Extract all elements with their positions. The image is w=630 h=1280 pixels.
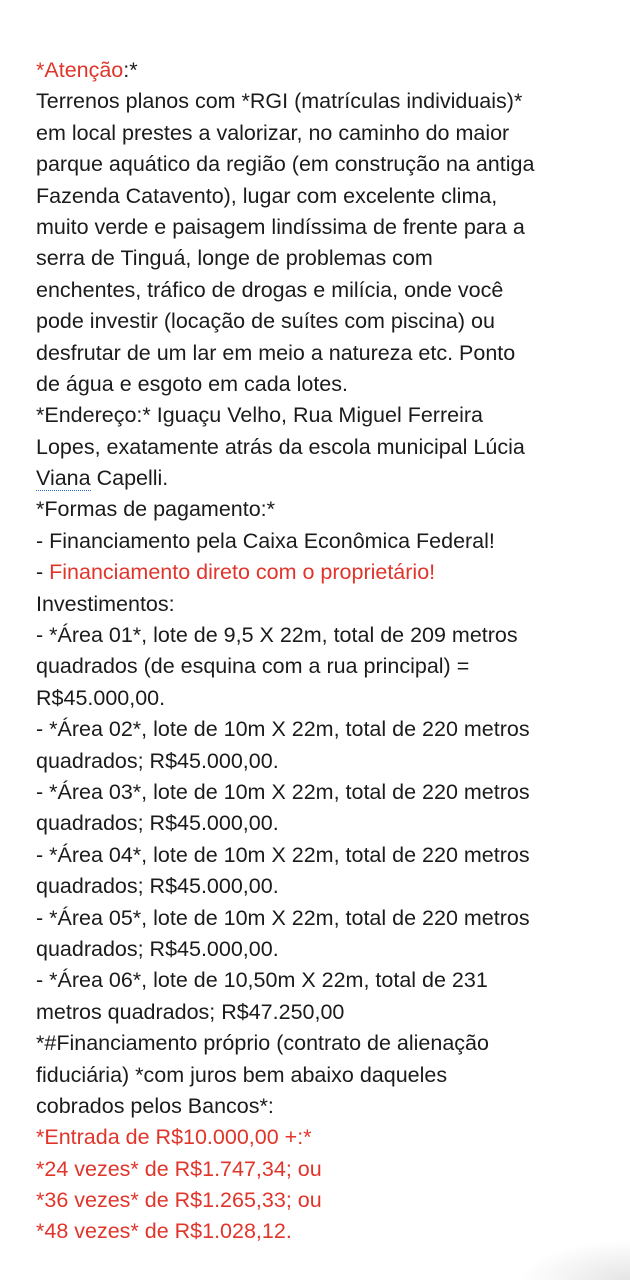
corner-shadow bbox=[520, 1240, 630, 1280]
description-line: em local prestes a valorizar, no caminho do maior bbox=[36, 120, 510, 145]
lot-line: R$45.000,00. bbox=[36, 685, 166, 710]
attention-star-close: :* bbox=[123, 58, 138, 82]
lot-line: quadrados (de esquina com a rua principal) = bbox=[36, 654, 470, 679]
description-line: muito verde e paisagem lindíssima de frente para a bbox=[36, 214, 525, 239]
lot-line: - *Área 01*, lote de 9,5 X 22m, total de 209 metros bbox=[36, 623, 518, 648]
lot-line: metros quadrados; R$47.250,00 bbox=[36, 999, 345, 1024]
lot-line: - *Área 04*, lote de 10m X 22m, total de 220 metros bbox=[36, 842, 530, 867]
description-line: Terrenos planos com *RGI (matrículas individuais)* bbox=[36, 89, 523, 114]
address-line: *Endereço:* Iguaçu Velho, Rua Miguel Ferreira bbox=[36, 403, 483, 428]
investments-heading: Investimentos: bbox=[36, 591, 175, 616]
down-payment-line bbox=[36, 1122, 621, 1153]
address-line: Lopes, exatamente atrás da escola municipal Lúcia bbox=[36, 434, 525, 459]
description-line: serra de Tinguá, longe de problemas com bbox=[36, 246, 433, 271]
payment-option-direct: Financiamento direto com o proprietário! bbox=[49, 560, 436, 585]
payment-heading: *Formas de pagamento:* bbox=[36, 497, 276, 522]
installment-line: *48 vezes* de R$1.028,12. bbox=[36, 1219, 292, 1244]
detected-name-link[interactable]: Viana bbox=[36, 466, 91, 491]
description-line: Fazenda Catavento), lugar com excelente clima, bbox=[36, 183, 498, 208]
down-payment-text: Entrada de R$10.000,00 +:* bbox=[44, 1125, 312, 1150]
down-payment-star: * bbox=[36, 1125, 45, 1150]
address-tail: Capelli. bbox=[90, 466, 169, 491]
payment-dash: - bbox=[36, 560, 50, 585]
lot-line: - *Área 06*, lote de 10,50m X 22m, total de 231 bbox=[36, 968, 488, 993]
lot-line: - *Área 03*, lote de 10m X 22m, total de 220 metros bbox=[36, 779, 530, 804]
payment-option bbox=[36, 557, 621, 588]
description-line: parque aquático da região (em construção na antiga bbox=[36, 152, 535, 177]
address-line bbox=[36, 463, 621, 494]
financing-line: *#Financiamento próprio (contrato de alienação bbox=[36, 1031, 489, 1056]
lot-line: quadrados; R$45.000,00. bbox=[36, 748, 279, 773]
lot-line: quadrados; R$45.000,00. bbox=[36, 811, 279, 836]
description-line: pode investir (locação de suítes com piscina) ou bbox=[36, 309, 495, 334]
attention-label: Atenção bbox=[44, 58, 124, 82]
financing-line: fiduciária) *com juros bem abaixo daqueles bbox=[36, 1062, 448, 1087]
financing-line: cobrados pelos Bancos*: bbox=[36, 1093, 274, 1118]
attention-star-open: * bbox=[36, 58, 45, 82]
lot-line: quadrados; R$45.000,00. bbox=[36, 874, 279, 899]
payment-option: - Financiamento pela Caixa Econômica Federal! bbox=[36, 528, 495, 553]
lot-line: - *Área 02*, lote de 10m X 22m, total de 220 metros bbox=[36, 717, 530, 742]
message-body bbox=[36, 55, 621, 1248]
description-line: desfrutar de um lar em meio a natureza etc. Ponto bbox=[36, 340, 516, 365]
lot-line: - *Área 05*, lote de 10m X 22m, total de 220 metros bbox=[36, 905, 530, 930]
installment-line: *24 vezes* de R$1.747,34; ou bbox=[36, 1156, 322, 1181]
description-line: de água e esgoto em cada lotes. bbox=[36, 371, 348, 396]
attention-line bbox=[36, 55, 621, 86]
installment-line: *36 vezes* de R$1.265,33; ou bbox=[36, 1188, 322, 1213]
lot-line: quadrados; R$45.000,00. bbox=[36, 936, 279, 961]
description-line: enchentes, tráfico de drogas e milícia, onde você bbox=[36, 277, 504, 302]
